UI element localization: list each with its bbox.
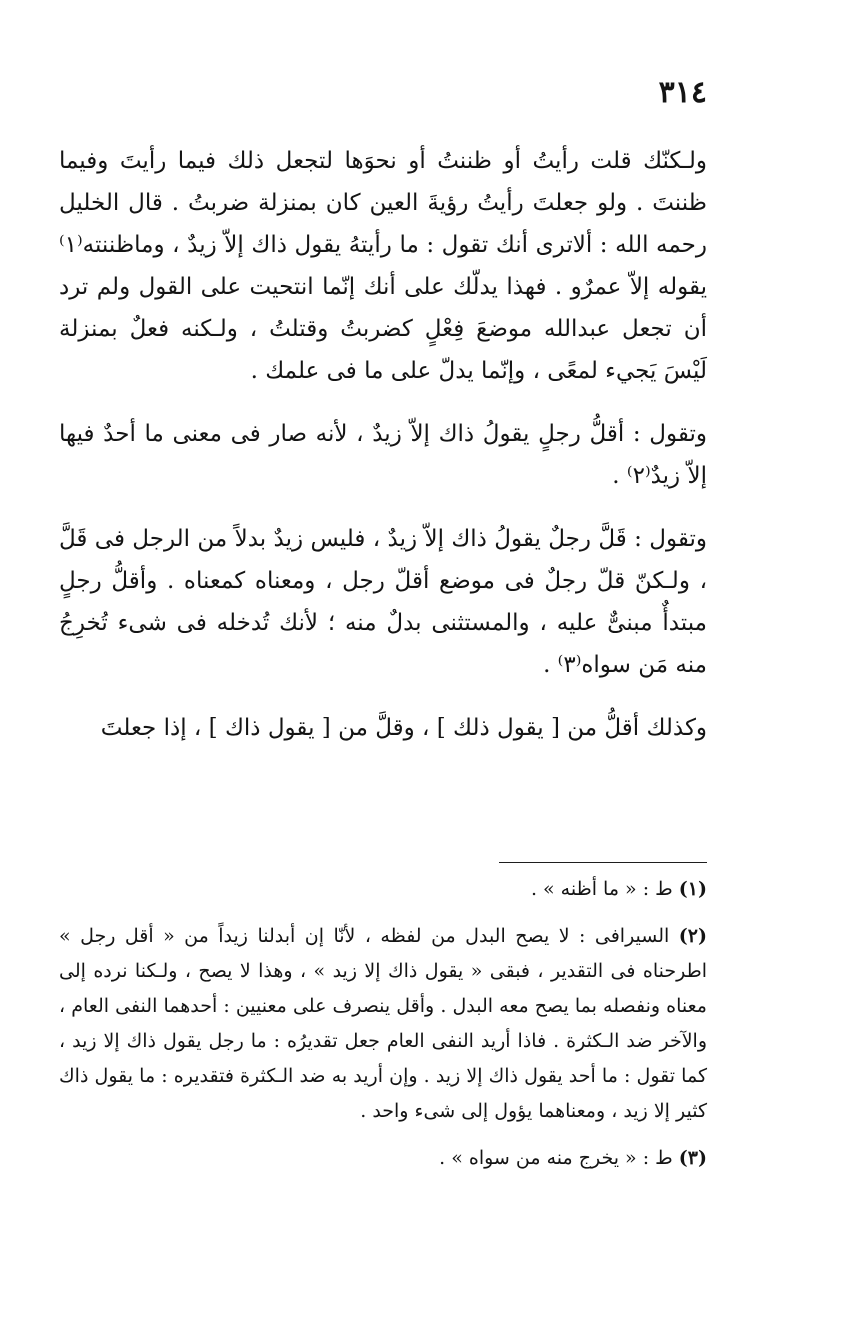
- footnotes: [59, 872, 707, 1188]
- footnote: [59, 1141, 707, 1176]
- footnote-number: (٣): [678, 1147, 707, 1169]
- page-number: ٣١٤: [658, 75, 707, 110]
- footnote: [59, 872, 707, 907]
- footnote-number: (٢): [678, 925, 707, 947]
- paragraph: وكذلك أقلُّ من [ يقول ذلك ] ، وقلَّ من [ يقول ذاك ] ، إذا جعلتَ: [100, 715, 707, 741]
- footnote-text: السيرافى : لا يصح البدل من لفظه ، لأنّا إن أبدلنا زيداً من « أقل رجل » اطرحناه فى التقدير ، فبقى « يقول ذاك إلا زيد » ، وهذا لا يصح ، ولـكنا نرده إلى معناه ونفصله بما يصح معه البدل . وأقل ينصرف على معنيين : أحدهما النفى العام ، والآخر ضد الـكثرة . فاذا أريد النفى العام جعل تقديرُه : ما رجل يقول ذاك إلا زيد ، كما تقول : ما أحد يقول ذاك إلا زيد . وإن أريد به ضد الـكثرة فتقديره : ما يقول ذاك كثير إلا زيد ، ومعناهما يؤول إلى شىء واحد .: [59, 925, 707, 1122]
- footnote: [59, 919, 707, 1129]
- paragraph: ولـكنّك قلت رأيتُ أو ظننتُ أو نحوَها لتجعل ذلك فيما رأيتَ وفيما ظننتَ . ولو جعلتَ رأيتُ رؤيةَ العين كان بمنزلة ضربتُ . قال الخليل رحمه الله : ألاترى أنك تقول : ما رأيتهُ يقول ذاك إلاّ زيدٌ ، وماظننته⁽١⁾ يقوله إلاّ عمرٌو . فهذا يدلّك على أنك إنّما انتحيت على القول ولم ترد أن تجعل عبدالله موضعَ فِعْلٍ كضربتُ وقتلتُ ، ولـكنه فعلٌ بمنزلة لَيْسَ يَجيء لمعًى ، وإنّما يدلّ على ما فى علمك .: [59, 148, 707, 384]
- paragraph: وتقول : أقلُّ رجلٍ يقولُ ذاك إلاّ زيدٌ ، لأنه صار فى معنى ما أحدٌ فيها إلاّ زيدٌ⁽٢⁾ .: [59, 421, 707, 489]
- paragraph: وتقول : قَلَّ رجلٌ يقولُ ذاك إلاّ زيدٌ ، فليس زيدٌ بدلاً من الرجل فى قَلَّ ، ولـكنّ قلّ رجلٌ فى موضع أقلّ رجل ، ومعناه كمعناه . وأقلُّ رجلٍ مبتدأٌ مبنىٌّ عليه ، والمستثنى بدلٌ منه ؛ لأنك تُدخله فى شىء تُخرِجُ منه مَن سواه⁽٣⁾ .: [59, 526, 707, 678]
- footnote-divider: [499, 862, 707, 863]
- footnote-text: ط : « ما أظنه » .: [530, 878, 673, 900]
- footnote-number: (١): [678, 878, 707, 900]
- main-text: [59, 140, 707, 770]
- footnote-text: ط : « يخرج منه من سواه » .: [439, 1147, 673, 1169]
